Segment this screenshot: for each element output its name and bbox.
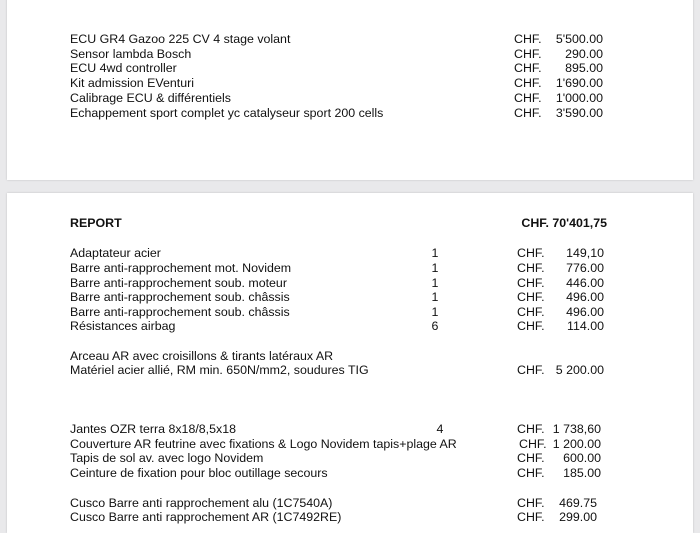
item-currency: CHF. <box>517 422 545 436</box>
item-amount: 5'500.00 <box>555 32 603 46</box>
item-currency: CHF. <box>517 261 545 275</box>
item-description: Résistances airbag <box>70 319 176 333</box>
item-currency: CHF. <box>517 319 545 333</box>
item-description: Barre anti-rapprochement soub. châssis <box>70 305 290 319</box>
item-amount: 185.00 <box>563 466 601 480</box>
line-item <box>7 422 693 437</box>
item-description: ECU 4wd controller <box>70 61 177 75</box>
line-item <box>7 305 693 320</box>
item-currency: CHF. <box>514 91 542 105</box>
item-description: Tapis de sol av. avec logo Novidem <box>70 451 264 465</box>
item-amount: 469.75 <box>559 496 597 510</box>
item-amount: 1 200.00 <box>552 437 601 451</box>
item-currency: CHF. <box>517 510 545 524</box>
item-currency: CHF. <box>517 246 545 260</box>
item-quantity: 1 <box>431 276 439 290</box>
item-currency: CHF. <box>517 451 545 465</box>
line-item <box>7 106 693 121</box>
document-page-2 <box>7 193 693 533</box>
item-currency: CHF. <box>517 363 545 377</box>
item-amount: 3'590.00 <box>555 106 603 120</box>
item-description: Kit admission EVenturi <box>70 76 194 90</box>
item-currency: CHF. <box>517 466 545 480</box>
item-amount: 114.00 <box>567 319 604 333</box>
item-amount: 299.00 <box>559 510 597 524</box>
item-amount: 776.00 <box>566 261 604 275</box>
report-label: REPORT <box>70 216 122 230</box>
item-description: Ceinture de fixation pour bloc outillage secours <box>70 466 328 480</box>
item-currency: CHF. <box>514 32 542 46</box>
item-description: Calibrage ECU & différentiels <box>70 91 231 105</box>
item-description: Barre anti-rapprochement soub. châssis <box>70 290 290 304</box>
item-description: Arceau AR avec croisillons & tirants latéraux AR <box>70 349 334 363</box>
item-amount: 496.00 <box>566 305 604 319</box>
line-item <box>7 276 693 291</box>
item-currency: CHF. <box>519 437 547 451</box>
item-currency: CHF. <box>517 305 545 319</box>
line-item <box>7 47 693 62</box>
item-amount: 290.00 <box>565 47 603 61</box>
item-description: Adaptateur acier <box>70 246 161 260</box>
item-description: Barre anti-rapprochement soub. moteur <box>70 276 287 290</box>
item-description: Cusco Barre anti rapprochement AR (1C7492RE) <box>70 510 342 524</box>
line-item <box>7 76 693 91</box>
item-currency: CHF. <box>517 276 545 290</box>
line-item <box>7 61 693 76</box>
item-quantity: 1 <box>431 305 439 319</box>
line-item <box>7 437 693 452</box>
line-item <box>7 32 693 47</box>
item-description: Matériel acier allié, RM min. 650N/mm2, soudures TIG <box>70 363 369 377</box>
item-description: Cusco Barre anti rapprochement alu (1C7540A) <box>70 496 333 510</box>
item-currency: CHF. <box>514 61 542 75</box>
document-page-1 <box>7 0 693 180</box>
report-total: CHF. 70'401,75 <box>521 216 607 230</box>
item-description: Echappement sport complet yc catalyseur sport 200 cells <box>70 106 384 120</box>
item-quantity: 1 <box>431 261 439 275</box>
line-item <box>7 451 693 466</box>
item-quantity: 4 <box>436 422 444 436</box>
item-quantity: 6 <box>431 319 439 333</box>
line-item <box>7 290 693 305</box>
item-currency: CHF. <box>517 496 545 510</box>
item-currency: CHF. <box>514 47 542 61</box>
line-item <box>7 319 693 334</box>
arceau-line-1 <box>7 349 693 364</box>
item-amount: 149,10 <box>566 246 604 260</box>
line-item <box>7 466 693 481</box>
item-amount: 496.00 <box>566 290 604 304</box>
arceau-line-2 <box>7 363 693 378</box>
item-quantity: 1 <box>431 246 439 260</box>
item-description: ECU GR4 Gazoo 225 CV 4 stage volant <box>70 32 291 46</box>
item-amount: 895.00 <box>565 61 603 75</box>
item-amount: 1'000.00 <box>555 91 603 105</box>
item-amount: 1'690.00 <box>555 76 603 90</box>
line-item <box>7 246 693 261</box>
item-quantity: 1 <box>431 290 439 304</box>
item-amount: 1 738,60 <box>552 422 601 436</box>
item-amount: 5 200.00 <box>555 363 604 377</box>
report-row <box>7 216 693 231</box>
line-item <box>7 510 693 525</box>
item-amount: 446.00 <box>566 276 604 290</box>
line-item <box>7 496 693 511</box>
line-item <box>7 91 693 106</box>
item-description: Couverture AR feutrine avec fixations & Logo Novidem tapis+plage AR <box>70 437 457 451</box>
line-item <box>7 261 693 276</box>
item-currency: CHF. <box>517 290 545 304</box>
item-amount: 600.00 <box>563 451 601 465</box>
item-currency: CHF. <box>514 76 542 90</box>
item-description: Sensor lambda Bosch <box>70 47 192 61</box>
item-currency: CHF. <box>514 106 542 120</box>
item-description: Jantes OZR terra 8x18/8,5x18 <box>70 422 236 436</box>
item-description: Barre anti-rapprochement mot. Novidem <box>70 261 292 275</box>
